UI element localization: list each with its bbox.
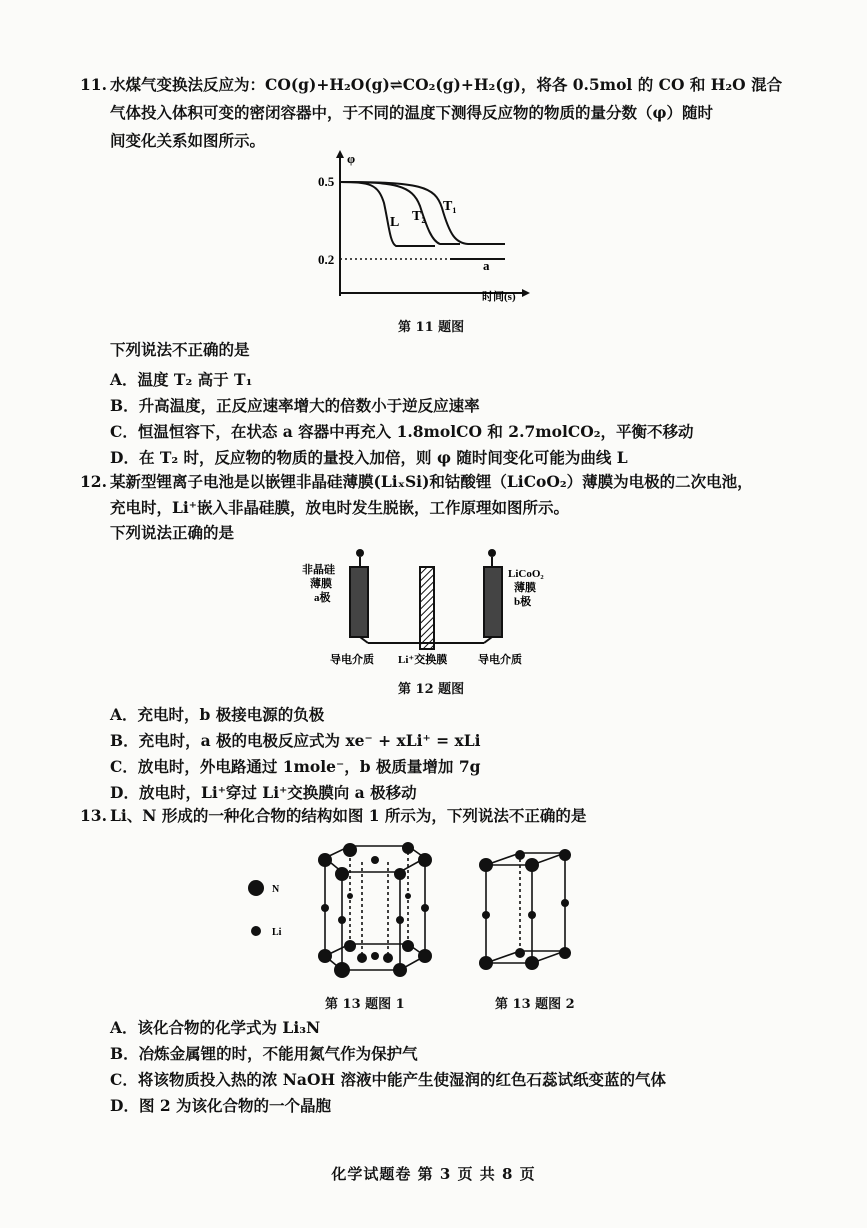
q12-option-a: A．充电时，b 极接电源的负极 xyxy=(110,705,325,724)
page-footer: 化学试题卷 第 3 页 共 8 页 xyxy=(331,1165,536,1183)
q12-option-b: B．充电时，a 极的电极反应式为 xe⁻ + xLi⁺ = xLi xyxy=(110,731,481,750)
q12-prompt: 下列说法正确的是 xyxy=(110,523,235,542)
q13-crystal-figure-1 xyxy=(300,838,445,986)
li-exchange-membrane xyxy=(420,567,434,649)
y-tick-bottom: 0.2 xyxy=(318,252,335,267)
curve-label-T2: T₂ xyxy=(412,209,426,224)
q12-option-c: C．放电时，外电路通过 1mole⁻，b 极质量增加 7g xyxy=(110,757,481,776)
bottom-left-label: 导电介质 xyxy=(330,654,374,666)
q12-stem-line1: 某新型锂离子电池是以嵌锂非晶硅薄膜(LiₓSi)和钴酸锂（LiCoO₂）薄膜为电极的二次电池， xyxy=(110,472,753,491)
q13-option-b: B．冶炼金属锂的时，不能用氮气作为保护气 xyxy=(110,1044,418,1063)
y-tick-top: 0.5 xyxy=(318,174,335,189)
q12-battery-diagram xyxy=(300,545,560,670)
q12-figure-caption: 第 12 题图 xyxy=(398,682,465,697)
x-axis-label: 时间(s) xyxy=(482,291,516,303)
q11-phi-time-graph xyxy=(300,148,540,308)
q13-caption-1: 第 13 题图 1 xyxy=(325,997,405,1012)
electrode-b xyxy=(484,567,502,637)
q11-option-a: A．温度 T₂ 高于 T₁ xyxy=(110,370,253,389)
q13-option-a: A．该化合物的化学式为 Li₃N xyxy=(110,1018,321,1037)
y-axis-arrow xyxy=(336,150,344,158)
q13-legend xyxy=(240,876,300,941)
q13-crystal-figure-2 xyxy=(470,845,580,985)
question-12-number: 12. xyxy=(80,472,107,491)
bottom-right-label: 导电介质 xyxy=(478,654,522,666)
bottom-mid-label: Li⁺交换膜 xyxy=(398,654,448,666)
q11-figure-caption: 第 11 题图 xyxy=(398,320,465,335)
q11-option-d: D．在 T₂ 时，反应物的物质的量投入加倍，则 φ 随时间变化可能为曲线 L xyxy=(110,448,628,467)
legend-li-ball xyxy=(251,926,261,936)
left-label-1: 非晶硅 xyxy=(302,564,335,576)
y-axis-label: φ xyxy=(347,151,356,166)
point-label-a: a xyxy=(483,258,490,273)
right-label-1: LiCoO₂ xyxy=(508,568,544,580)
curve-label-L: L xyxy=(390,215,400,230)
curve-label-T1: T₁ xyxy=(443,199,457,214)
q11-stem-line2: 气体投入体积可变的密闭容器中，于不同的温度下测得反应物的物质的量分数（φ）随时 xyxy=(110,103,714,122)
q12-stem-line2: 充电时，Li⁺嵌入非晶硅膜，放电时发生脱嵌，工作原理如图所示。 xyxy=(110,498,569,517)
right-label-2: 薄膜 xyxy=(514,582,536,594)
q13-stem-line1: Li、N 形成的一种化合物的结构如图 1 所示为，下列说法不正确的是 xyxy=(110,806,587,825)
q12-option-d: D．放电时，Li⁺穿过 Li⁺交换膜向 a 极移动 xyxy=(110,783,417,802)
q13-option-d: D．图 2 为该化合物的一个晶胞 xyxy=(110,1096,332,1115)
q13-caption-2: 第 13 题图 2 xyxy=(495,997,575,1012)
q11-option-b: B．升高温度，正反应速率增大的倍数小于逆反应速率 xyxy=(110,396,480,415)
electrode-a xyxy=(350,567,368,637)
q13-option-c: C．将该物质投入热的浓 NaOH 溶液中能产生使湿润的红色石蕊试纸变蓝的气体 xyxy=(110,1070,666,1089)
legend-n-ball xyxy=(248,880,264,896)
left-label-2: 薄膜 xyxy=(310,578,332,590)
q11-option-c: C．恒温恒容下，在状态 a 容器中再充入 1.8molCO 和 2.7molCO₂，平衡不移动 xyxy=(110,422,694,441)
question-13-number: 13. xyxy=(80,806,107,825)
q11-stem-line3: 间变化关系如图所示。 xyxy=(110,131,266,150)
q11-prompt: 下列说法不正确的是 xyxy=(110,340,250,359)
legend-li-label: Li xyxy=(272,927,282,938)
right-label-3: b极 xyxy=(514,596,532,608)
legend-n-label: N xyxy=(272,884,280,895)
question-11-number: 11. xyxy=(80,75,107,94)
q11-stem-line1: 水煤气变换法反应为：CO(g)+H₂O(g)⇌CO₂(g)+H₂(g)，将各 0.5mol 的 CO 和 H₂O 混合 xyxy=(110,75,783,94)
curve-T2 xyxy=(340,182,460,244)
x-axis-arrow xyxy=(522,289,530,297)
left-label-3: a极 xyxy=(314,592,331,604)
